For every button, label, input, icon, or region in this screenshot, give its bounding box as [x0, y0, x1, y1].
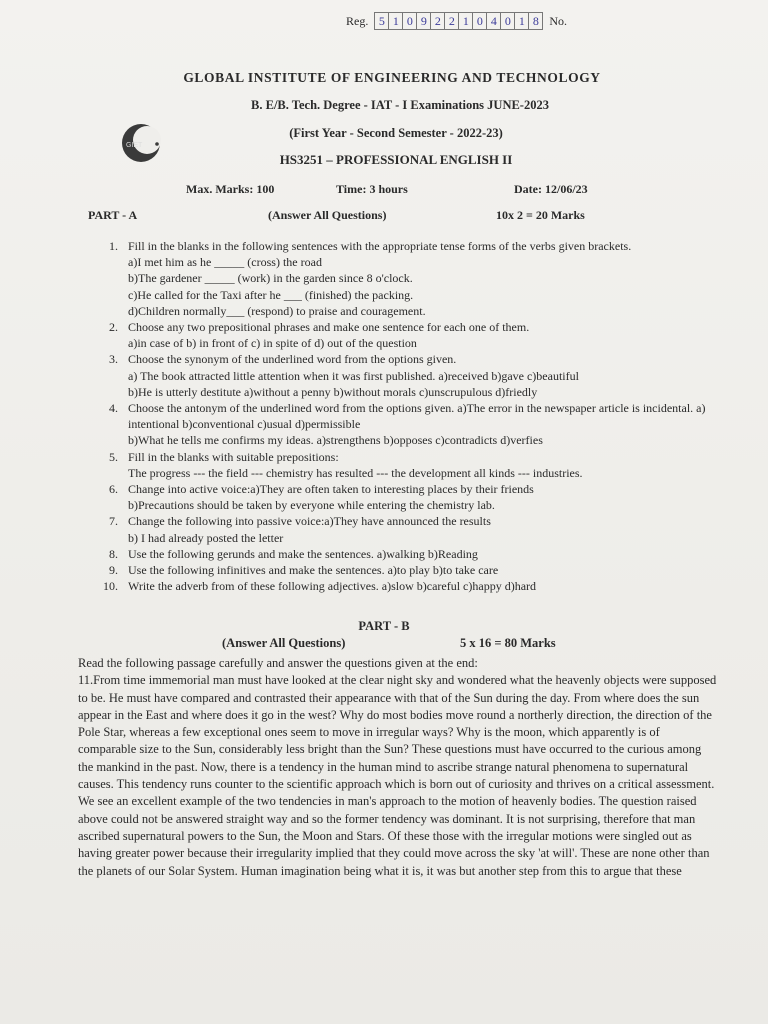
institute-name: GLOBAL INSTITUTE OF ENGINEERING AND TECHNOLOGY [183, 70, 601, 85]
reg-digit: 1 [389, 13, 403, 29]
course-title: HS3251 – PROFESSIONAL ENGLISH II [279, 152, 513, 167]
question-option: b)Precautions should be taken by everyone while entering the chemistry lab. [128, 498, 495, 513]
question [96, 319, 716, 351]
part-b-label: PART - B [358, 619, 410, 633]
logo-text: GIET [126, 142, 143, 149]
question-number: 4. [109, 401, 118, 416]
part-a-label: PART - A [88, 208, 138, 222]
question-option: b)What he tells me confirms my ideas. a)strengthens b)opposes c)contradicts d)verfies [128, 433, 543, 448]
question-text: Change the following into passive voice:a)They have announced the results [128, 514, 491, 529]
part-a-instruction: (Answer All Questions) [268, 208, 387, 222]
question-number: 2. [109, 320, 118, 335]
question [96, 578, 716, 594]
passage-text: 11.From time immemorial man must have looked at the clear night sky and wondered what the heavenly objects were supposed to be. He must have compared and contrasted their appearance with that of the Sun during the day. From where does the sun appear in the East and where does it go in the west? Why do most bodies move round a northerly direction, the direction of the Pole Star, whereas a few exceptional ones seem to move in irregular ways? Why is the moon, which apparently is of comparable size to the Sun, considerably less bright than the Sun? These questions must have occurred to the curious among the mankind in the past. Now, there is a tendency in the human mind to ascribe strange natural phenomena to supernatural causes. This tendency runs counter to the scientific approach which is born out of curiosity and thrives on a critical assessment. We see an excellent example of the two tendencies in man's approach to the motion of heavenly bodies. The question raised above could not be answered straight way and so the former tendency was dominant. It is not surprising, therefore that man ascribed supernatural powers to the Sun, the Moon and Stars. Of these those with the irregular motions were singled out as having greater power because their irregularity implied that they could move across the sky 'at will'. These are none other than the planets of our Solar System. Human imagination being what it is, it was but another step from this to argue that these [78, 673, 717, 878]
reg-digit: 0 [403, 13, 417, 29]
question-text: Use the following infinitives and make the sentences. a)to play b)to take care [128, 563, 499, 578]
question [96, 238, 716, 319]
question-text: Change into active voice:a)They are often taken to interesting places by their friends [128, 482, 534, 497]
question-option: The progress --- the field --- chemistry has resulted --- the development all kinds --- industries. [128, 465, 583, 480]
question [96, 513, 716, 545]
reg-digit: 2 [445, 13, 459, 29]
reg-digit: 4 [487, 13, 501, 29]
question-text: Fill in the blanks in the following sentences with the appropriate tense forms of the verbs given brackets. [128, 239, 632, 253]
question-option: b) I had already posted the letter [128, 530, 284, 545]
reg-digit: 1 [459, 13, 473, 29]
question-option: a)in case of b) in front of c) in spite of d) out of the question [128, 336, 417, 351]
max-marks: Max. Marks: 100 [186, 182, 275, 196]
question-text: Choose the synonym of the underlined word from the options given. [128, 352, 457, 367]
question-text: Choose the antonym of the underlined word from the options given. a)The error in the newspaper article is incidental. a) intentional b)conventional c)usual d)permissible [128, 401, 706, 432]
reg-digit: 2 [431, 13, 445, 29]
question [96, 546, 716, 562]
question-option: c)He called for the Taxi after he ___ (finished) the packing. [128, 287, 414, 302]
part-b-marks: 5 x 16 = 80 Marks [460, 636, 556, 650]
question-number: 5. [109, 449, 118, 464]
passage-intro: Read the following passage carefully and answer the questions given at the end: [78, 656, 478, 670]
reg-label: Reg. [346, 13, 369, 28]
question [96, 351, 716, 400]
question-text: Use the following gerunds and make the sentences. a)walking b)Reading [128, 546, 478, 561]
part-b-instruction: (Answer All Questions) [222, 636, 346, 650]
question-number: 7. [109, 514, 118, 529]
reg-digit: 8 [532, 14, 539, 28]
exam-date: Date: 12/06/23 [514, 182, 588, 196]
reg-digit: 1 [515, 13, 529, 29]
question-text: Choose any two prepositional phrases and make one sentence for each one of them. [128, 320, 530, 335]
question [96, 562, 716, 578]
reg-digit-boxes [374, 12, 543, 30]
question-option: d)Children normally___ (respond) to praise and couragement. [128, 303, 426, 318]
question-number: 3. [109, 352, 118, 367]
reg-digit: 9 [417, 13, 431, 29]
question-option: b)He is utterly destitute a)without a penny b)without morals c)unscrupulous d)friedly [128, 384, 538, 399]
question-number: 9. [109, 563, 118, 578]
reg-digit: 0 [473, 13, 487, 29]
question-number: 6. [109, 482, 118, 497]
degree-line: B. E/B. Tech. Degree - IAT - I Examinations JUNE-2023 [251, 98, 549, 112]
reg-digit: 5 [375, 13, 389, 29]
part-a-questions [96, 238, 716, 594]
question-text: Fill in the blanks with suitable prepositions: [128, 449, 339, 464]
question-text: Write the adverb from of these following adjectives. a)slow b)careful c)happy d)hard [128, 579, 537, 594]
question-number: 10. [103, 579, 118, 594]
question-number: 1. [109, 239, 118, 253]
year-semester: (First Year - Second Semester - 2022-23) [289, 126, 503, 140]
part-a-marks: 10x 2 = 20 Marks [496, 208, 585, 222]
reg-no-label: No. [549, 13, 568, 28]
question-option: a) The book attracted little attention when it was first published. a)received b)gave c)beautiful [128, 368, 579, 383]
question [96, 400, 716, 449]
register-number [346, 12, 567, 30]
question [96, 481, 716, 513]
question-number: 8. [109, 546, 118, 561]
reg-digit: 0 [501, 13, 515, 29]
question [96, 449, 716, 481]
reading-passage [78, 655, 718, 880]
exam-time: Time: 3 hours [336, 182, 408, 196]
question-option: b)The gardener _____ (work) in the garden since 8 o'clock. [128, 271, 413, 286]
question-option: a)I met him as he _____ (cross) the road [128, 255, 322, 270]
